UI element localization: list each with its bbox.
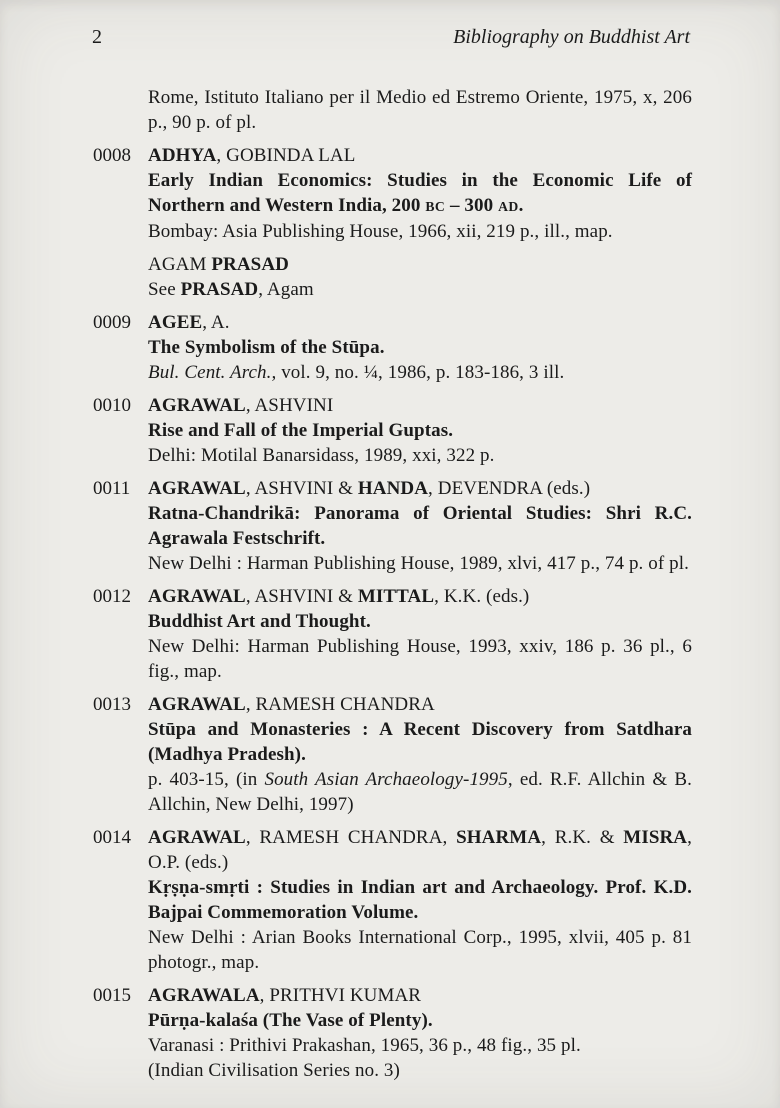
entry-imprint-line	[148, 925, 692, 975]
entry-author-line	[148, 692, 692, 717]
entry-author-line	[148, 584, 692, 609]
text-run: , ed. R.F. Allchin & B. Allchin, New Delhi, 1997)	[148, 769, 692, 815]
text-run: , PRITHVI KUMAR	[259, 985, 422, 1006]
text-run: AGRAWAL	[148, 395, 246, 416]
bibliography-entry	[93, 143, 692, 244]
text-run: , DEVENDRA (eds.)	[428, 478, 591, 499]
bibliography-note	[93, 252, 692, 302]
text-run: Bul. Cent. Arch.,	[148, 362, 277, 383]
text-run: New Delhi : Harman Publishing House, 1989, xlvi, 417 p., 74 p. of pl.	[148, 553, 689, 574]
text-run: , O.P. (eds.)	[148, 827, 692, 873]
text-run: – 300	[445, 195, 499, 216]
entry-number: 0009	[93, 312, 131, 333]
bibliography-entry	[93, 393, 692, 468]
text-run: , ASHVINI &	[245, 586, 358, 607]
text-run: New Delhi : Arian Books International Corp., 1995, xlvii, 405 p. 81 photogr., map.	[148, 927, 692, 973]
entry-body	[148, 825, 692, 975]
text-run: The Symbolism of the Stūpa.	[148, 337, 385, 358]
entry-body	[148, 85, 692, 135]
bibliography-entry	[93, 476, 692, 576]
entry-number	[93, 252, 148, 302]
text-run: AD	[498, 199, 519, 214]
text-run: PRASAD	[180, 279, 259, 300]
entry-imprint-line	[148, 1033, 692, 1058]
entry-body	[148, 692, 692, 817]
entry-number: 0011	[93, 478, 131, 499]
text-run: , RAMESH CHANDRA,	[245, 827, 457, 848]
entry-author-line	[148, 825, 692, 875]
entry-author-line	[148, 252, 692, 277]
entry-title-line	[148, 717, 692, 767]
text-run: HANDA	[357, 478, 429, 499]
text-run: Early Indian Economics: Studies in the Economic Life of Northern and Western India, 200	[148, 170, 692, 216]
entry-number: 0015	[93, 985, 131, 1006]
text-run: MISRA	[623, 827, 688, 848]
entry-author-line	[148, 983, 692, 1008]
text-run: Pūrṇa-kalaśa (The Vase of Plenty).	[148, 1010, 433, 1031]
entry-body	[148, 476, 692, 576]
text-run: AGRAWAL	[148, 694, 246, 715]
text-run: , K.K. (eds.)	[434, 586, 530, 607]
entry-number: 0010	[93, 395, 131, 416]
text-run: , RAMESH CHANDRA	[245, 694, 435, 715]
text-run: PRASAD	[211, 254, 289, 275]
page-number: 2	[92, 26, 102, 48]
text-run: , ASHVINI &	[245, 478, 358, 499]
entry-title-line	[148, 875, 692, 925]
text-run: , Agam	[258, 279, 314, 300]
entry-title-line	[148, 418, 692, 443]
bibliography-entry	[93, 983, 692, 1083]
entry-title-line	[148, 609, 692, 634]
text-run: AGAM	[148, 254, 212, 275]
text-run: Varanasi : Prithivi Prakashan, 1965, 36 p., 48 fig., 35 pl.	[148, 1035, 581, 1056]
entry-imprint-line	[148, 85, 692, 135]
text-run: AGEE	[148, 312, 203, 333]
entry-title-line	[148, 1008, 692, 1033]
entry-author-line	[148, 310, 692, 335]
entry-imprint-line	[148, 219, 692, 244]
entry-series-line	[148, 1058, 692, 1083]
bibliography-entry	[93, 310, 692, 385]
entry-body	[148, 252, 692, 302]
bibliography-entry	[93, 584, 692, 684]
text-run: Delhi: Motilal Banarsidass, 1989, xxi, 322 p.	[148, 445, 495, 466]
text-run: , A.	[202, 312, 230, 333]
entry-body	[148, 393, 692, 468]
text-run: MITTAL	[357, 586, 435, 607]
text-run: See	[148, 279, 181, 300]
text-run: Buddhist Art and Thought.	[148, 611, 371, 632]
text-run: (Indian Civilisation Series no. 3)	[148, 1060, 400, 1081]
entry-body	[148, 143, 692, 244]
text-run: Kṛṣṇa-smṛti : Studies in Indian art and Archaeology. Prof. K.D. Bajpai Commemoration Volume.	[148, 877, 692, 923]
entry-imprint-line	[148, 360, 692, 385]
entry-number: 0012	[93, 586, 131, 607]
entry-imprint-line	[148, 634, 692, 684]
entry-body	[148, 983, 692, 1083]
page-header	[0, 0, 780, 49]
entry-author-line	[148, 393, 692, 418]
text-run: AGRAWAL	[148, 478, 246, 499]
text-run: Ratna-Chandrikā: Panorama of Oriental Studies: Shri R.C. Agrawala Festschrift.	[148, 503, 692, 549]
text-run: .	[518, 195, 524, 216]
entry-title-line	[148, 335, 692, 360]
entry-number	[93, 85, 148, 135]
running-title: Bibliography on Buddhist Art	[453, 26, 690, 48]
text-run: ADHYA	[148, 145, 217, 166]
entry-body	[148, 310, 692, 385]
text-run: AGRAWALA	[148, 985, 260, 1006]
bibliography-entry	[93, 825, 692, 975]
entry-author-line	[148, 143, 692, 168]
entry-imprint-line	[148, 767, 692, 817]
entry-number: 0013	[93, 694, 131, 715]
entry-number: 0008	[93, 145, 131, 166]
entry-imprint-line	[148, 551, 692, 576]
entry-body	[148, 584, 692, 684]
text-run: vol. 9, no. ¼, 1986, p. 183-186, 3 ill.	[276, 362, 565, 383]
text-run: Stūpa and Monasteries : A Recent Discovery from Satdhara (Madhya Pradesh).	[148, 719, 692, 765]
text-run: AGRAWAL	[148, 827, 246, 848]
entry-number: 0014	[93, 827, 131, 848]
text-run: South Asian Archaeology-1995	[264, 769, 508, 790]
text-run: Rise and Fall of the Imperial Guptas.	[148, 420, 454, 441]
text-run: , R.K. &	[541, 827, 624, 848]
entry-title-line	[148, 501, 692, 551]
text-run: Rome, Istituto Italiano per il Medio ed Estremo Oriente, 1975, x, 206 p., 90 p. of pl.	[148, 87, 692, 133]
entry-title-line	[148, 168, 692, 219]
text-run: SHARMA	[456, 827, 542, 848]
entry-imprint-line	[148, 277, 692, 302]
entry-author-line	[148, 476, 692, 501]
bibliography-note	[93, 85, 692, 135]
text-run: AGRAWAL	[148, 586, 246, 607]
text-run: p. 403-15, (in	[148, 769, 265, 790]
entry-list	[93, 85, 692, 1083]
text-run: New Delhi: Harman Publishing House, 1993, xxiv, 186 p. 36 pl., 6 fig., map.	[148, 636, 692, 682]
bibliography-entry	[93, 692, 692, 817]
text-run: , GOBINDA LAL	[216, 145, 356, 166]
entry-imprint-line	[148, 443, 692, 468]
text-run: , ASHVINI	[245, 395, 334, 416]
text-run: Bombay: Asia Publishing House, 1966, xii, 219 p., ill., map.	[148, 221, 613, 242]
text-run: BC	[425, 199, 446, 214]
